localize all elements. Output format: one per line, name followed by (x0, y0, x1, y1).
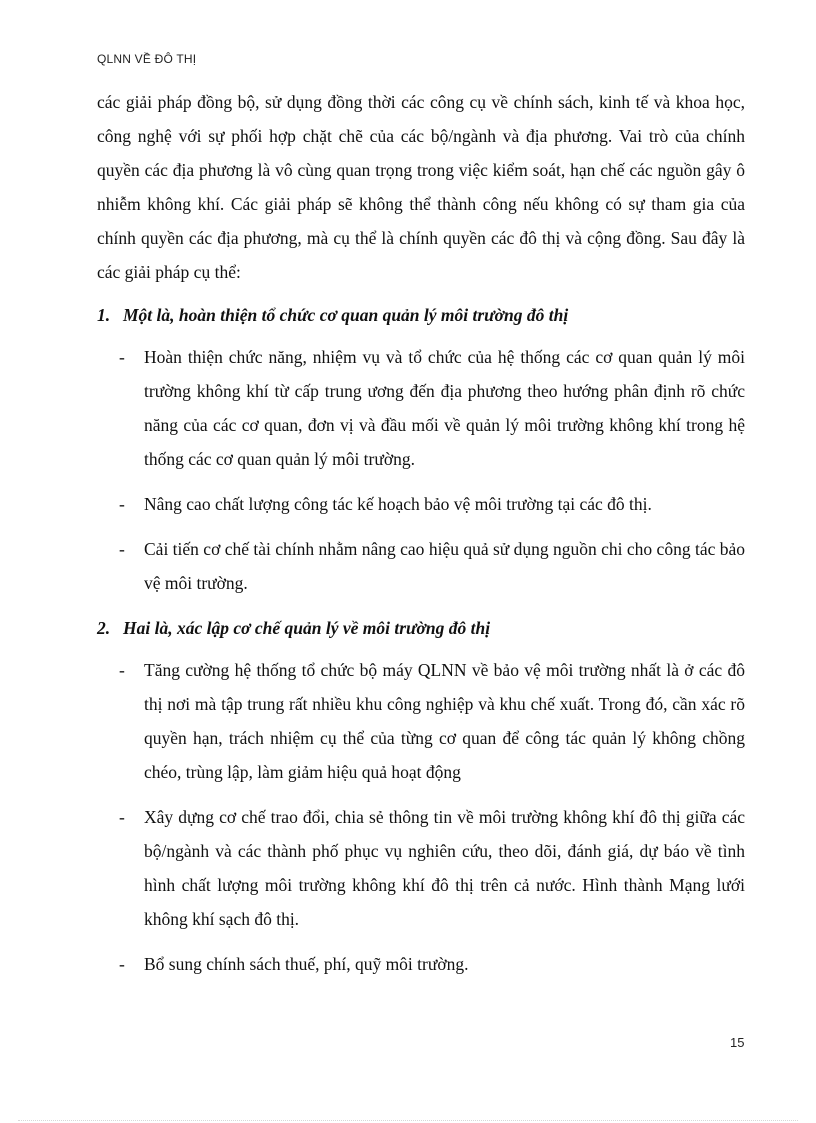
list-item-text: Cải tiến cơ chế tài chính nhằm nâng cao hiệu quả sử dụng nguồn chi cho công tác bảo vệ môi trường. (144, 539, 745, 593)
section-2-heading (97, 611, 745, 645)
list-item-text: Bổ sung chính sách thuế, phí, quỹ môi trường. (144, 954, 469, 974)
bullet-marker: - (119, 807, 125, 827)
running-header: QLNN VỀ ĐÔ THỊ (97, 52, 197, 66)
bullet-marker: - (119, 347, 125, 367)
list-item (97, 800, 745, 936)
section-1-title: Một là, hoàn thiện tổ chức cơ quan quản lý môi trường đô thị (123, 305, 569, 325)
bullet-marker: - (119, 660, 125, 680)
list-item (97, 532, 745, 600)
section-2-list (97, 653, 745, 981)
list-item (97, 653, 745, 789)
list-item (97, 340, 745, 476)
section-2-title: Hai là, xác lập cơ chế quản lý về môi trường đô thị (123, 618, 491, 638)
bullet-marker: - (119, 494, 125, 514)
body-text (97, 85, 745, 992)
list-item (97, 487, 745, 521)
bullet-marker: - (119, 954, 125, 974)
section-1-list (97, 340, 745, 600)
section-2-number: 2. (97, 618, 111, 638)
list-item-text: Tăng cường hệ thống tổ chức bộ máy QLNN về bảo vệ môi trường nhất là ở các đô thị nơi mà tập trung rất nhiều khu công nghiệp và khu chế xuất. Trong đó, cần xác rõ quyền hạn, trách nhiệm cụ thể của từng cơ quan để công tác quản lý không chồng chéo, trùng lập, làm giảm hiệu quả hoạt động (144, 660, 745, 782)
page-number: 15 (730, 1035, 745, 1050)
list-item-text: Hoàn thiện chức năng, nhiệm vụ và tổ chức của hệ thống các cơ quan quản lý môi trường không khí từ cấp trung ương đến địa phương theo hướng phân định rõ chức năng của các cơ quan, đơn vị và đầu mối về quản lý môi trường không khí trong hệ thống các cơ quan quản lý môi trường. (144, 347, 745, 469)
bullet-marker: - (119, 539, 125, 559)
section-1-number: 1. (97, 305, 111, 325)
intro-paragraph: các giải pháp đồng bộ, sử dụng đồng thời các công cụ về chính sách, kinh tế và khoa học, công nghệ với sự phối hợp chặt chẽ của các bộ/ngành và địa phương. Vai trò của chính quyền các địa phương là vô cùng quan trọng trong việc kiểm soát, hạn chế các nguồn gây ô nhiễm không khí. Các giải pháp sẽ không thể thành công nếu không có sự tham gia của chính quyền các địa phương, mà cụ thể là chính quyền các đô thị và cộng đồng. Sau đây là các giải pháp cụ thể: (97, 92, 745, 282)
list-item-text: Nâng cao chất lượng công tác kế hoạch bảo vệ môi trường tại các đô thị. (144, 494, 652, 514)
section-1-heading (97, 298, 745, 332)
list-item-text: Xây dựng cơ chế trao đổi, chia sẻ thông tin về môi trường không khí đô thị giữa các bộ/ngành và các thành phố phục vụ nghiên cứu, theo dõi, đánh giá, dự báo về tình hình chất lượng môi trường không khí đô thị trên cả nước. Hình thành Mạng lưới không khí sạch đô thị. (144, 807, 745, 929)
list-item (97, 947, 745, 981)
page-bottom-border (18, 1120, 798, 1121)
